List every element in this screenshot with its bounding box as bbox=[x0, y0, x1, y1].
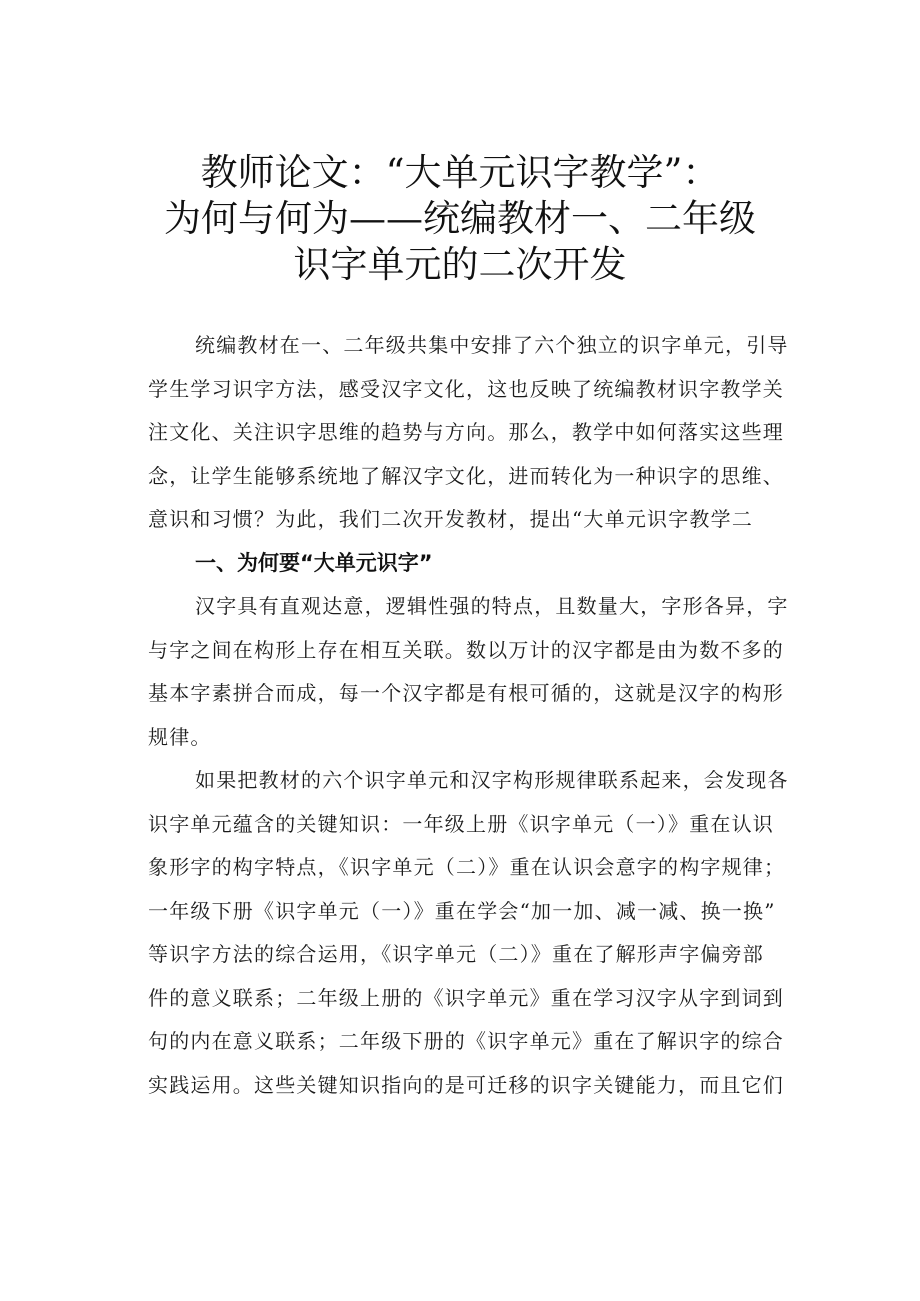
paragraph-structure bbox=[148, 585, 803, 759]
text-line: 注文化、关注识字思维的趋势与方向。那么，教学中如何落实这些理 bbox=[148, 420, 784, 444]
title-line-3: 识字单元的二次开发 bbox=[293, 243, 627, 286]
text-line: 句的内在意义联系；二年级下册的《识字单元》重在了解识字的综合 bbox=[148, 1029, 784, 1053]
text-line: 统编教材在一、二年级共集中安排了六个独立的识字单元，引导 bbox=[195, 333, 789, 357]
section-heading: 一、为何要“大单元识字” bbox=[195, 550, 433, 575]
text-line: 识字单元蕴含的关键知识：一年级上册《识字单元（一）》重在认识 bbox=[148, 811, 774, 836]
title-line-1: 教师论文：“大单元识字教学”： bbox=[200, 151, 720, 194]
text-line: 汉字具有直观达意，逻辑性强的特点，且数量大，字形各异，字 bbox=[195, 594, 789, 618]
text-line: 件的意义联系；二年级上册的《识字单元》重在学习汉字从字到词到 bbox=[148, 985, 784, 1010]
text-line: 念，让学生能够系统地了解汉字文化，进而转化为一种识字的思维、 bbox=[148, 463, 784, 488]
text-line: 如果把教材的六个识字单元和汉字构形规律联系起来，会发现各 bbox=[195, 768, 789, 792]
text-line: 基本字素拼合而成，每一个汉字都是有根可循的，这就是汉字的构形 bbox=[148, 681, 784, 705]
text-line: 与字之间在构形上存在相互关联。数以万计的汉字都是由为数不多的 bbox=[148, 637, 784, 662]
text-line: 实践运用。这些关键知识指向的是可迁移的识字关键能力，而且它们 bbox=[148, 1072, 784, 1097]
text-line: 学生学习识字方法，感受汉字文化，这也反映了统编教材识字教学关 bbox=[148, 376, 784, 401]
text-line: 规律。 bbox=[148, 724, 212, 749]
document-title bbox=[0, 150, 920, 288]
title-line-2: 为何与何为——统编教材一、二年级 bbox=[164, 197, 756, 240]
text-line: 等识字方法的综合运用，《识字单元（二）》重在了解形声字偏旁部 bbox=[148, 942, 764, 966]
document-body bbox=[148, 324, 803, 1107]
paragraph-intro bbox=[148, 324, 803, 542]
text-line: 一年级下册《识字单元（一）》重在学会“加一加、减一减、换一换” bbox=[148, 898, 776, 923]
text-line: 意识和习惯？为此，我们二次开发教材，提出“大单元识字教学二 bbox=[148, 507, 754, 531]
paragraph-units bbox=[148, 759, 803, 1107]
text-line: 象形字的构字特点，《识字单元（二）》重在认识会意字的构字规律； bbox=[148, 855, 786, 879]
